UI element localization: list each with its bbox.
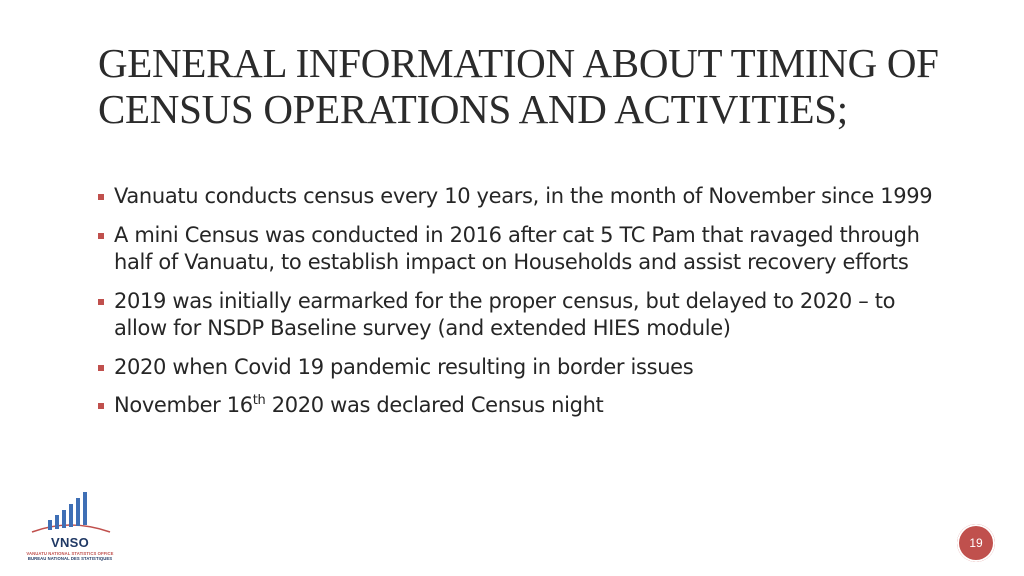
bullet-item — [98, 222, 938, 277]
bullet-text-end: 2020 was declared Census night — [265, 393, 604, 417]
bullet-text: 2020 when Covid 19 pandemic resulting in border issues — [114, 354, 694, 379]
bullet-square-icon — [98, 403, 104, 409]
logo-name: VNSO — [50, 535, 90, 550]
bullet-square-icon — [98, 233, 104, 239]
bullet-square-icon — [98, 365, 104, 371]
bullet-text: 2019 was initially earmarked for the proper census, but delayed to 2020 – to allow for NSDP Baseline survey (and extended HIES module) — [114, 288, 896, 340]
bullet-square-icon — [98, 194, 104, 200]
bullet-text-start: November 16 — [114, 393, 253, 417]
slide-title: GENERAL INFORMATION ABOUT TIMING OF CENSUS OPERATIONS AND ACTIVITIES; — [98, 40, 939, 132]
bullet-item — [98, 354, 938, 382]
bullet-item — [98, 392, 938, 420]
bullet-item — [98, 288, 938, 343]
logo-line-french: BUREAU NATIONAL DES STATISTIQUES — [27, 556, 113, 561]
vnso-logo — [24, 488, 116, 564]
bullet-text: A mini Census was conducted in 2016 after cat 5 TC Pam that ravaged through half of Vanuatu, to establish impact on Households and assist recovery efforts — [114, 222, 920, 274]
bullet-list — [98, 183, 938, 431]
bar-chart-icon — [24, 488, 116, 538]
bullet-square-icon — [98, 299, 104, 305]
page-number-badge: 19 — [957, 524, 995, 562]
bullet-item — [98, 183, 938, 211]
bullet-text: Vanuatu conducts census every 10 years, in the month of November since 1999 — [114, 184, 933, 208]
logo-line-english: VANUATU NATIONAL STATISTICS OFFICE — [26, 551, 114, 556]
bullet-superscript: th — [252, 393, 266, 408]
